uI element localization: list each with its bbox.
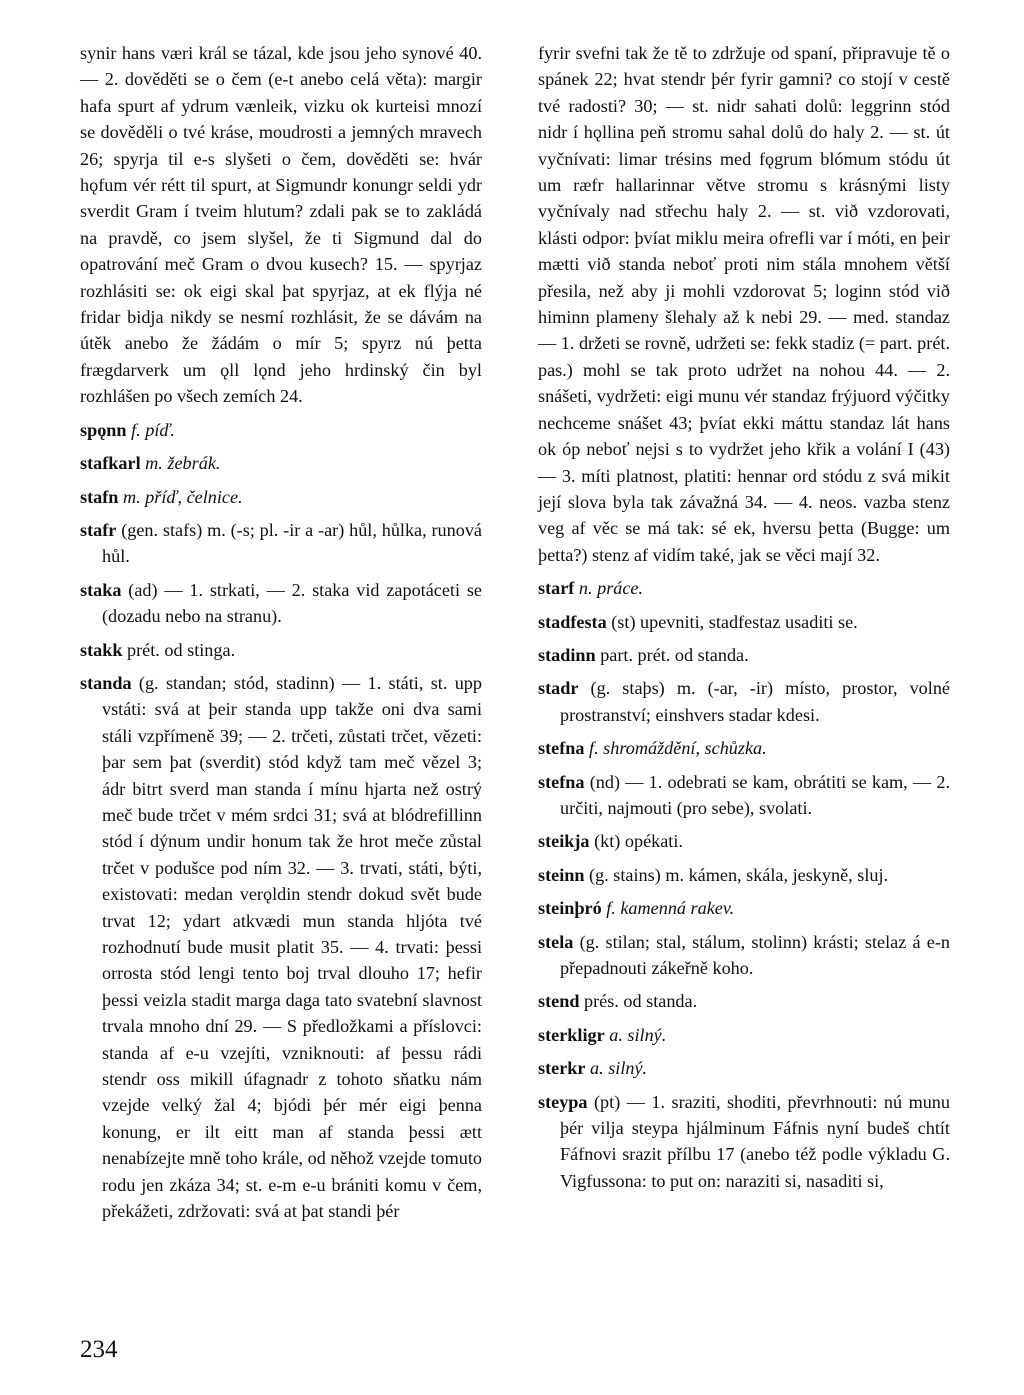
headword: stend — [538, 991, 580, 1012]
dictionary-entry-steinthro — [538, 895, 950, 921]
dictionary-entry-sterkligr — [538, 1022, 950, 1048]
dictionary-entry-steikja — [538, 828, 950, 854]
dictionary-entry-stadr — [538, 675, 950, 728]
dictionary-entry-steinn — [538, 862, 950, 888]
dictionary-entry-stefna-v — [538, 769, 950, 822]
headword: sterkr — [538, 1058, 586, 1079]
continuation-paragraph: synir hans væri král se tázal, kde jsou jeho synové 40. — 2. dověděti se o čem (e-t anebo celá věta): margir hafa spurt af ydrum vænleik, vizku ok kurteisi mnozí se dověděli o tvé kráse, moudrosti a jemných mravech 26; spyrja til e-s slyšeti o čem, dověděti se: hvár hǫfum vér rétt til spurt, at Sigmundr konungr seldi ydr sverdit Gram í tveim hlutum? zdali pak se to zakládá na pravdě, co jsem slyšel, že ti Sigmund dal do opatrování meč Gram o dvou kusech? 15. — spyrjaz rozhlásiti se: ok eigi skal þat spyrjaz, at ek flýja né fridar bidja nikdy se nesmí rozhlásit, že se dávám na útěk anebo že žádám o mír 5; spyrz nú þetta frægdarverk um ǫll lǫnd jeho hrdinský čin byl rozhlášen po všech zemích 24. — [80, 43, 482, 407]
entry-definition: m. žebrák. — [145, 453, 221, 474]
entry-definition: prét. od stinga. — [127, 639, 236, 660]
left-column — [80, 40, 482, 1231]
headword: stadfesta — [538, 611, 607, 632]
entry-definition: (g. stilan; stal, stálum, stolinn) krásti; stelaz á e-n přepadnouti zákeřně koho. — [560, 931, 951, 978]
headword: steinþró — [538, 898, 602, 919]
dictionary-entry-standa — [80, 670, 482, 1225]
dictionary-entry-staka — [80, 577, 482, 630]
headword: stefna — [538, 738, 585, 759]
entry-definition: f. kamenná rakev. — [606, 898, 735, 919]
dictionary-entry-stafr — [80, 517, 482, 570]
right-column — [538, 40, 950, 1201]
headword: stafr — [80, 519, 117, 540]
headword: stadr — [538, 678, 579, 699]
dictionary-entry-sterkr — [538, 1055, 950, 1081]
entry-definition: prés. od standa. — [583, 991, 698, 1012]
entry-definition: (pt) — 1. sraziti, shoditi, převrhnouti: nú munu þér vilja steypa hjálminum Fáfnis nyní budeš chtít Fáfnovi srazit přílbu 17 (anebo též podle výkladu G. Vigfussona: to put on: naraziti si, nasaditi si, — [560, 1091, 950, 1191]
page-number: 234 — [80, 1336, 118, 1363]
entry-definition: f. shromáždění, schůzka. — [589, 738, 767, 759]
entry-definition: (kt) opékati. — [594, 831, 683, 852]
headword: stafkarl — [80, 453, 141, 474]
dictionary-entry-stefna-f — [538, 735, 950, 761]
dictionary-entry-stela — [538, 929, 950, 982]
dictionary-entry-stadinn — [538, 642, 950, 668]
headword: stadinn — [538, 644, 596, 665]
headword: stefna — [538, 771, 585, 792]
entry-definition: (g. staþs) m. (-ar, -ir) místo, prostor, volné prostranství; einshvers stadar kdesi. — [560, 678, 950, 725]
headword: stafn — [80, 486, 119, 507]
entry-definition: (gen. stafs) m. (-s; pl. -ir a -ar) hůl, hůlka, runová hůl. — [102, 519, 482, 567]
entry-definition: (g. stains) m. kámen, skála, jeskyně, sluj. — [589, 864, 889, 885]
headword: sterkligr — [538, 1024, 605, 1045]
entry-definition: (st) upevniti, stadfestaz usaditi se. — [611, 611, 858, 632]
dictionary-entry-stakk — [80, 637, 482, 663]
headword: standa — [80, 672, 132, 693]
entry-definition: (nd) — 1. odebrati se kam, obrátiti se kam, — 2. určiti, najmouti (pro sebe), svolati. — [560, 771, 950, 818]
headword: starf — [538, 578, 575, 599]
dictionary-entry-steypa — [538, 1089, 950, 1195]
entry-definition: a. silný. — [590, 1058, 648, 1079]
headword: steinn — [538, 864, 585, 885]
dictionary-entry-stafkarl — [80, 450, 482, 476]
headword: stela — [538, 931, 574, 952]
headword: steikja — [538, 831, 590, 852]
entry-definition: (g. standan; stód, stadinn) — 1. státi, st. upp vstáti: svá at þeir standa upp takže oni dva sami stáli vzpřímeně 39; — 2. trčeti, zůstati trčet, vězeti: þar sem þat (sverdit) stód když tam meč vězel 3; ádr bitrt sverd man standa í mínu hjarta než ostrý meč bude trčet v mém srdci 31; svá at blódrefillinn stód í dýnum undir honum tak že hrot meče zůstal trčet v podušce pod ním 32. — 3. trvati, státi, býti, existovati: medan verǫldin stendr dokud svět bude trvat 12; ydart atkvædi mun standa hljóta tvé rozhodnutí bude musit platit 35. — 4. trvati: þessi orrosta stód lengi tento boj trval dlouho 17; hefir þessi veizla stadit marga daga tato svatební slavnost trvala mnoho dní 29. — S předložkami a příslovci: standa af e-u vzejíti, vzniknouti: af þessu rádi stendr oss mikill úfagnadr z tohoto sňatku nám vzejde velký žal 4; bjódi þér mér eigi þenna konung, er ilt eitt man af standa þessi ætt nenabízejte mně toho krále, od něhož vzejde tomuto rodu jen zkáza 34; st. e-m e-u brániti komu v čem, překážeti, zdržovati: svá at þat standi þér — [102, 672, 482, 1222]
dictionary-entry-sponn — [80, 417, 482, 443]
dictionary-entry-stend — [538, 988, 950, 1014]
continuation-paragraph: fyrir svefni tak že tě to zdržuje od spaní, připravuje tě o spánek 22; hvat stendr þér fyrir gamni? co stojí v cestě tvé radosti? 30; — st. nidr sahati dolů: leggrinn stód nidr í hǫllina peň stromu sahal dolů do haly 2. — st. út vyčnívati: limar trésins med fǫgrum blómum stódu út um ræfr hallarinnar větve stromu s krásnými listy vyčnívaly nad střechu haly 2. — st. við vzdorovati, klásti odpor: þvíat miklu meira ofrefli var í móti, en þeir mætti við standa neboť proti nim stála mnohem větší přesila, než aby ji mohli vzdorovat 5; loginn stód við himinn plameny šlehaly až k nebi 29. — med. standaz — 1. držeti se rovně, udržeti se: fekk stadiz (= part. prét. pas.) mohl se tak proto udržet na nohou 44. — 2. snášeti, vydržeti: eigi munu vér standaz frýjuord výčitky nechceme snášet 43; þvíat ekki máttu standaz lát hans ok óp neboť nejsi s to vydržet jeho křik a volání I (43) — 3. míti platnost, platiti: hennar ord stódu z svá mikit její slova byla tak závažná 34. — 4. neos. vazba stenz veg af věc se má tak: sé ek, hversu þetta (Bugge: um þetta?) stenz af vidím také, jak se věci mají 32. — [538, 43, 950, 565]
dictionary-entry-starf — [538, 575, 950, 601]
headword: spǫnn — [80, 419, 127, 440]
entry-definition: m. příď, čelnice. — [122, 486, 243, 507]
entry-definition: (ad) — 1. strkati, — 2. staka vid zapotáceti se (dozadu nebo na stranu). — [102, 579, 483, 627]
dictionary-entry-stafn — [80, 484, 482, 510]
headword: stakk — [80, 639, 123, 660]
dictionary-entry-stadfesta — [538, 609, 950, 635]
entry-definition: part. prét. od standa. — [600, 644, 749, 665]
headword: steypa — [538, 1091, 588, 1112]
headword: staka — [80, 579, 122, 600]
entry-definition: a. silný. — [609, 1024, 667, 1045]
entry-definition: n. práce. — [578, 578, 644, 599]
entry-definition: f. píď. — [131, 419, 175, 440]
